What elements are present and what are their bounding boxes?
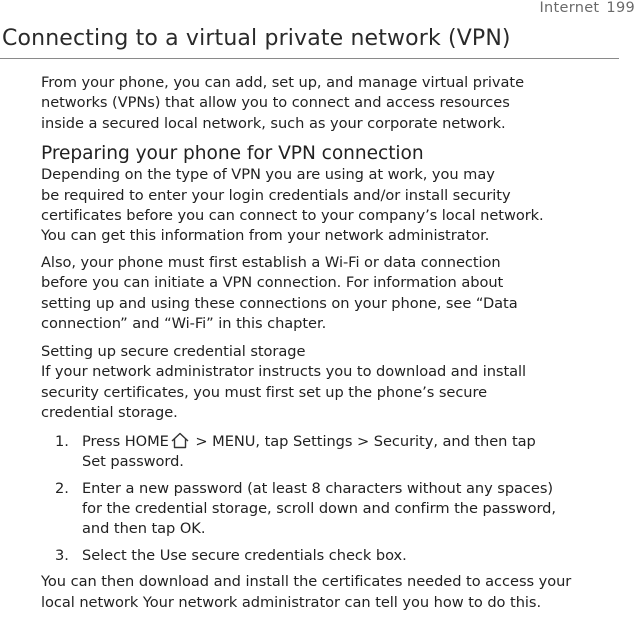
set-password-label: Set password: [82, 453, 180, 471]
paragraph-line: If your network administrator instructs you to download and install: [41, 363, 527, 381]
ok-label: OK: [179, 520, 201, 538]
step-text: > MENU, tap: [190, 432, 293, 450]
intro-line: From your phone, you can add, set up, and manage virtual private: [41, 74, 525, 91]
credential-storage-paragraph: [41, 362, 626, 423]
security-label: Security: [373, 432, 434, 450]
page-header: [539, 0, 635, 16]
step-item: [41, 432, 626, 473]
page-number: 199: [606, 0, 635, 16]
step-text: Enter a new password (at least 8 characters without any spaces): [82, 479, 554, 497]
step-number: 1.: [55, 432, 69, 450]
step-text: .: [179, 453, 184, 471]
paragraph-line: Depending on the type of VPN you are using at work, you may: [41, 166, 495, 184]
paragraph-line: credential storage.: [41, 404, 178, 422]
section-name: Internet: [539, 0, 600, 16]
subsection-heading-credential-storage: Setting up secure credential storage: [41, 343, 306, 361]
step-item: [41, 479, 626, 540]
step-item: [41, 546, 626, 566]
settings-label: Settings: [292, 432, 353, 450]
intro-paragraph: [41, 73, 626, 134]
paragraph-line: local network Your network administrator can tell you how to do this.: [41, 593, 542, 611]
connection-requirement-paragraph: [41, 253, 626, 335]
step-text: .: [200, 520, 206, 538]
step-text: and then tap: [82, 520, 180, 538]
use-secure-credentials-label: Use secure credentials: [159, 546, 325, 564]
paragraph-line: be required to enter your login credentials and/or install security: [41, 186, 511, 204]
paragraph-line: security certificates, you must first set up the phone’s secure: [41, 383, 488, 401]
page-title: Connecting to a virtual private network (VPN): [2, 26, 511, 51]
section-heading-vpn-preparation: Preparing your phone for VPN connection: [41, 143, 424, 165]
intro-line: inside a secured local network, such as your corporate network.: [41, 114, 506, 132]
step-number: 2.: [55, 479, 69, 497]
main-content: [41, 73, 626, 619]
title-divider: [0, 58, 619, 59]
closing-paragraph: [41, 572, 626, 613]
paragraph-line: You can get this information from your network administrator.: [41, 227, 490, 245]
intro-line: networks (VPNs) that allow you to connect and access resources: [41, 94, 510, 112]
home-icon: [170, 432, 190, 449]
step-text: Select the: [82, 546, 160, 564]
step-text: check box.: [324, 546, 407, 564]
vpn-requirements-paragraph: [41, 165, 626, 247]
paragraph-line: Also, your phone must first establish a Wi-Fi or data connection: [41, 253, 501, 271]
step-text: , and then tap: [433, 432, 536, 450]
step-text: for the credential storage, scroll down and confirm the password,: [82, 499, 556, 517]
home-key-label: HOME: [124, 432, 169, 450]
step-number: 3.: [55, 546, 69, 564]
step-text: >: [352, 432, 374, 450]
step-text: Press: [82, 432, 125, 450]
paragraph-line: setting up and using these connections on your phone, see “Data: [41, 294, 518, 312]
steps-list: [41, 432, 626, 566]
paragraph-line: certificates before you can connect to your company’s local network.: [41, 207, 544, 225]
paragraph-line: You can then download and install the certificates needed to access your: [41, 573, 572, 591]
paragraph-line: connection” and “Wi-Fi” in this chapter.: [41, 315, 327, 333]
paragraph-line: before you can initiate a VPN connection. For information about: [41, 274, 504, 292]
